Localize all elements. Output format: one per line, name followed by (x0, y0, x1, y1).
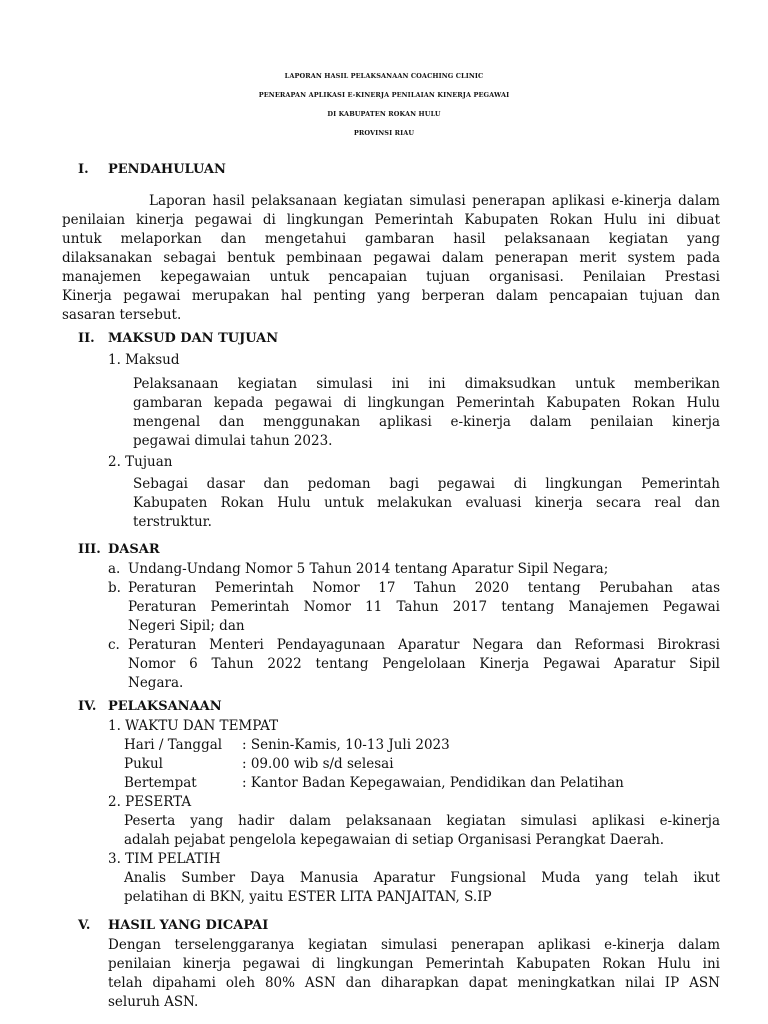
value-hari-tanggal: : Senin-Kamis, 10-13 Juli 2023 (242, 737, 450, 753)
paragraph-line: penilaian kinerja pegawai di lingkungan Pemerintah Kabupaten Rokan Hulu ini (108, 956, 720, 972)
doc-title-line-1: LAPORAN HASIL PELAKSANAAN COACHING CLINIC (284, 72, 484, 80)
legal-basis-b-line: Peraturan Pemerintah Nomor 11 Tahun 2017 tentang Manajemen Pegawai (128, 599, 720, 615)
value-pukul: : 09.00 wib s/d selesai (242, 756, 394, 772)
paragraph-line: terstruktur. (133, 514, 212, 530)
doc-title-line-4: PROVINSI RIAU (353, 129, 415, 137)
paragraph-line: telah dipahami oleh 80% ASN dan diharapkan dapat meningkatkan nilai IP ASN (108, 975, 720, 991)
list-marker-c: c. (108, 637, 120, 653)
label-hari-tanggal: Hari / Tanggal (124, 737, 223, 753)
list-item-waktu-tempat: 1. WAKTU DAN TEMPAT (108, 718, 279, 734)
paragraph-line: Kinerja pegawai merupakan hal penting yang berperan dalam pencapaian tujuan dan (62, 288, 720, 304)
legal-basis-c-line: Negara. (128, 675, 184, 691)
list-item-tujuan: 2. Tujuan (108, 454, 173, 470)
paragraph-line: Analis Sumber Daya Manusia Aparatur Fungsional Muda yang telah ikut (124, 870, 720, 886)
section-4-number: IV. (78, 699, 97, 714)
paragraph-line: untuk melaporkan dan mengetahui gambaran hasil pelaksanaan kegiatan yang (62, 231, 720, 247)
list-item-maksud: 1. Maksud (108, 352, 180, 368)
paragraph-line: adalah pejabat pengelola kepegawaian di setiap Organisasi Perangkat Daerah. (124, 832, 665, 848)
legal-basis-b-line: Negeri Sipil; dan (128, 618, 245, 634)
value-bertempat: : Kantor Badan Kepegawaian, Pendidikan dan Pelatihan (242, 775, 624, 791)
label-pukul: Pukul (124, 756, 163, 772)
list-marker-b: b. (108, 580, 121, 596)
section-1-heading: PENDAHULUAN (108, 162, 226, 177)
paragraph-line: Laporan hasil pelaksanaan kegiatan simulasi penerapan aplikasi e-kinerja dalam (149, 193, 720, 209)
paragraph-line: pegawai dimulai tahun 2023. (133, 433, 333, 449)
paragraph-line: sasaran tersebut. (62, 307, 182, 323)
list-item-peserta: 2. PESERTA (108, 794, 192, 810)
section-5-heading: HASIL YANG DICAPAI (108, 918, 269, 933)
list-marker-a: a. (108, 561, 121, 577)
paragraph-line: Kabupaten Rokan Hulu untuk melakukan evaluasi kinerja secara real dan (133, 495, 720, 511)
section-3-heading: DASAR (108, 542, 160, 557)
paragraph-line: dilaksanakan sebagai bentuk pembinaan pegawai dalam penerapan merit system pada (62, 250, 720, 266)
legal-basis-b-line: Peraturan Pemerintah Nomor 17 Tahun 2020 tentang Perubahan atas (128, 580, 720, 596)
list-item-tim-pelatih: 3. TIM PELATIH (108, 851, 221, 867)
legal-basis-c-line: Peraturan Menteri Pendayagunaan Aparatur Negara dan Reformasi Birokrasi (128, 637, 720, 653)
doc-title-line-2: PENERAPAN APLIKASI E-KINERJA PENILAIAN KINERJA PEGAWAI (258, 91, 510, 99)
label-bertempat: Bertempat (124, 775, 197, 791)
paragraph-line: gambaran kepada pegawai di lingkungan Pemerintah Kabupaten Rokan Hulu (133, 395, 720, 411)
paragraph-line: mengenal dan menggunakan aplikasi e-kinerja dalam penilaian kinerja (133, 414, 720, 430)
doc-title-line-3: DI KABUPATEN ROKAN HULU (327, 110, 441, 118)
paragraph-line: seluruh ASN. (108, 994, 199, 1010)
paragraph-line: pelatihan di BKN, yaitu ESTER LITA PANJAITAN, S.IP (124, 889, 492, 905)
paragraph-line: Dengan terselenggaranya kegiatan simulasi penerapan aplikasi e-kinerja dalam (108, 937, 720, 953)
paragraph-line: Pelaksanaan kegiatan simulasi ini ini dimaksudkan untuk memberikan (133, 376, 720, 392)
section-1-number: I. (78, 162, 89, 177)
section-3-number: III. (78, 542, 101, 557)
section-5-number: V. (78, 918, 91, 933)
section-4-heading: PELAKSANAAN (108, 699, 222, 714)
paragraph-line: penilaian kinerja pegawai di lingkungan Pemerintah Kabupaten Rokan Hulu ini dibuat (62, 212, 720, 228)
legal-basis-c-line: Nomor 6 Tahun 2022 tentang Pengelolaan Kinerja Pegawai Aparatur Sipil (128, 656, 720, 672)
paragraph-line: Peserta yang hadir dalam pelaksanaan kegiatan simulasi aplikasi e-kinerja (124, 813, 720, 829)
paragraph-line: manajemen kepegawaian untuk pencapaian tujuan organisasi. Penilaian Prestasi (62, 269, 720, 285)
legal-basis-a: Undang-Undang Nomor 5 Tahun 2014 tentang Aparatur Sipil Negara; (128, 561, 609, 577)
section-2-heading: MAKSUD DAN TUJUAN (108, 331, 279, 346)
paragraph-line: Sebagai dasar dan pedoman bagi pegawai di lingkungan Pemerintah (133, 476, 720, 492)
section-2-number: II. (78, 331, 95, 346)
